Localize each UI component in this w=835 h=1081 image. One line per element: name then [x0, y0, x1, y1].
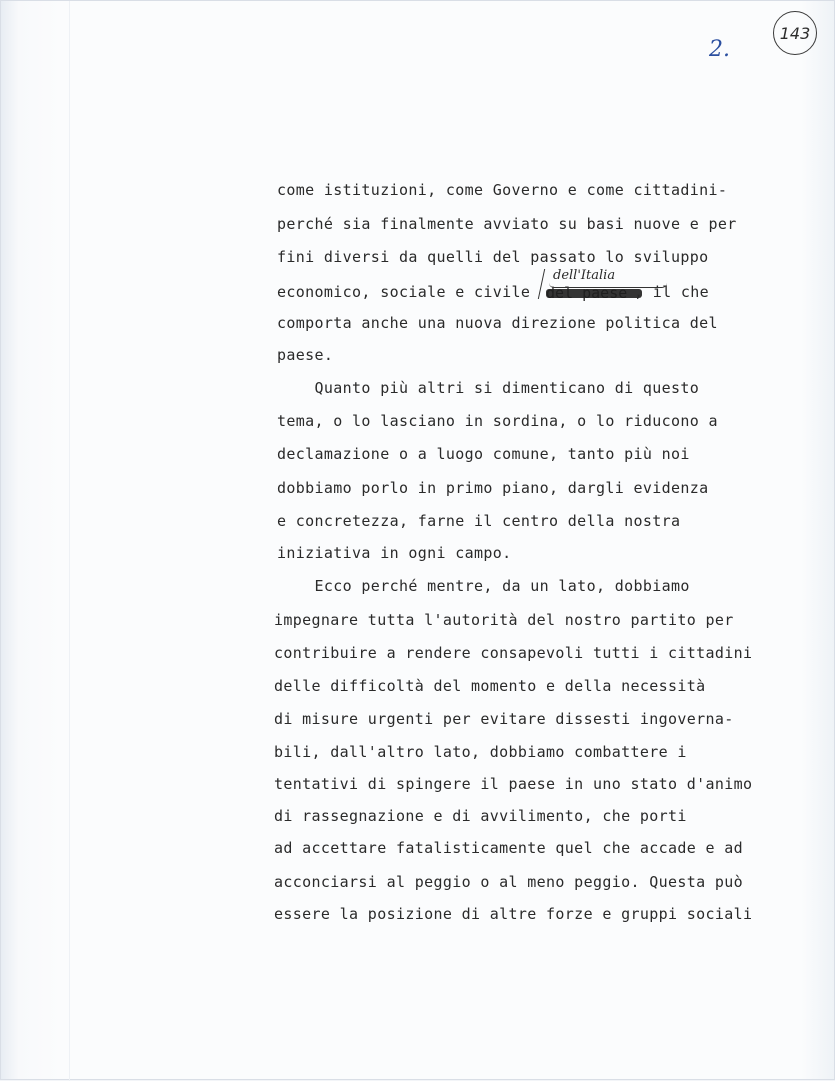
- text-line-12: iniziativa in ogni campo.: [277, 544, 512, 562]
- text-line-6: paese.: [277, 346, 334, 364]
- ink-strikethrough: [546, 289, 642, 298]
- handwritten-page-number: 2.: [709, 37, 730, 62]
- text-line-23: essere la posizione di altre forze e gruppi sociali: [274, 905, 753, 923]
- text-line-7: Quanto più altri si dimenticano di questo: [277, 379, 700, 397]
- archive-number-stamp: [773, 11, 817, 55]
- text-line-4-start: economico, sociale e civile: [277, 283, 531, 301]
- handwritten-insertion: dell'Italia: [553, 268, 616, 283]
- text-line-14: impegnare tutta l'autorità del nostro partito per: [274, 611, 734, 629]
- text-line-16: delle difficoltà del momento e della necessità: [274, 677, 706, 695]
- text-line-3: fini diversi da quelli del passato lo sviluppo: [277, 248, 709, 266]
- text-line-22: acconciarsi al peggio o al meno peggio. Questa può: [274, 873, 744, 891]
- archive-number-text: 143: [779, 23, 811, 43]
- text-line-18: bili, dall'altro lato, dobbiamo combattere i: [274, 743, 687, 761]
- text-line-2: perché sia finalmente avviato su basi nuove e per: [277, 215, 737, 233]
- text-line-1: come istituzioni, come Governo e come cittadini-: [277, 181, 728, 199]
- text-line-21: ad accettare fatalisticamente quel che accade e ad: [274, 839, 744, 857]
- text-line-20: di rassegnazione e di avvilimento, che porti: [274, 807, 687, 825]
- text-line-17: di misure urgenti per evitare dissesti ingoverna-: [274, 710, 734, 728]
- text-line-10: dobbiamo porlo in primo piano, dargli evidenza: [277, 479, 709, 497]
- text-line-9: declamazione o a luogo comune, tanto più noi: [277, 445, 690, 463]
- text-line-5: comporta anche una nuova direzione politica del: [277, 314, 718, 332]
- text-line-11: e concretezza, farne il centro della nostra: [277, 512, 681, 530]
- text-line-4-end: , il che: [634, 283, 710, 301]
- text-line-15: contribuire a rendere consapevoli tutti i cittadini: [274, 644, 753, 662]
- text-line-8: tema, o lo lasciano in sordina, o lo riducono a: [277, 412, 718, 430]
- text-line-13: Ecco perché mentre, da un lato, dobbiamo: [277, 577, 690, 595]
- page-margin-shadow: [69, 1, 70, 1081]
- text-line-19: tentativi di spingere il paese in uno stato d'animo: [274, 775, 753, 793]
